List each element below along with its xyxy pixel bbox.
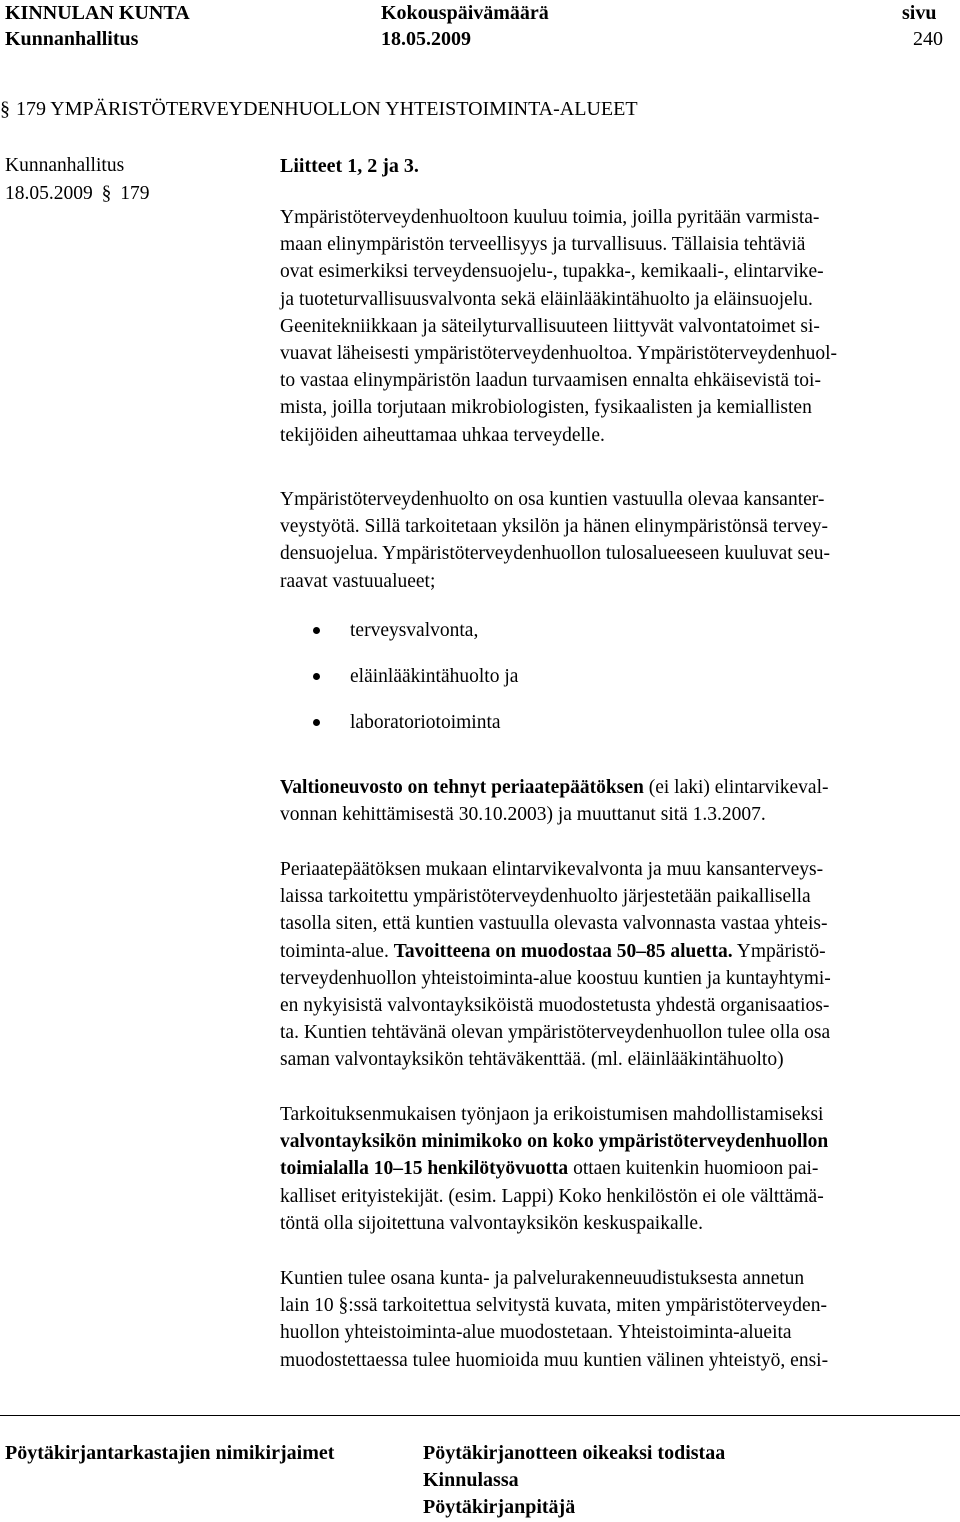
page-number: 240 <box>913 28 943 50</box>
municipality-name: KINNULAN KUNTA <box>5 2 190 24</box>
text-line: muodostettaessa tulee huomioida muu kuntien välinen yhteistyö, ensi- <box>280 1349 829 1371</box>
text-line: tekijöiden aiheuttamaa uhkaa terveydelle. <box>280 424 605 446</box>
page-label: sivu <box>902 2 937 24</box>
footer-divider <box>0 1415 960 1416</box>
paragraph-1 <box>280 204 952 449</box>
bold-phrase: valvontayksikön minimikoko on koko ympäristöterveydenhuollon <box>280 1131 829 1153</box>
paragraph-6 <box>280 1265 952 1374</box>
text-line: en nykyisistä valvontayksiköistä muodostetusta yhdestä organisaatios- <box>280 995 830 1017</box>
header-body: Kunnanhallitus <box>5 28 139 50</box>
paragraph-sign-icon: § <box>101 183 112 204</box>
bold-phrase: toimialalla 10–15 henkilötyövuotta <box>280 1158 569 1180</box>
bullet-icon <box>313 627 320 634</box>
text-line: mista, joilla torjutaan mikrobiologisten, fysikaalisten ja kemiallisten <box>280 397 812 419</box>
text-line: raavat vastuualueet; <box>280 570 436 592</box>
reference-body: Kunnanhallitus <box>5 155 125 176</box>
section-title: § 179 YMPÄRISTÖTERVEYDENHUOLLON YHTEISTOIMINTA-ALUEET <box>0 98 638 120</box>
bold-phrase: Tavoitteena on muodostaa 50–85 aluetta. <box>393 940 733 962</box>
text-line: kalliset erityistekijät. (esim. Lappi) Koko henkilöstön ei ole välttämä- <box>280 1185 824 1207</box>
footer-place: Kinnulassa <box>423 1469 519 1491</box>
text-line: saman valvontayksikön tehtäväkenttää. (ml. eläinlääkintähuolto) <box>280 1049 784 1071</box>
meeting-date: 18.05.2009 <box>381 28 471 50</box>
text-line: huollon yhteistoiminta-alue muodostetaan. Yhteistoiminta-alueita <box>280 1322 792 1344</box>
text-line: Ympäristöterveydenhuolto on osa kuntien vastuulla olevaa kansanter- <box>280 489 825 510</box>
text-line: Geenitekniikkaan ja säteilyturvallisuuteen liittyvät valvontatoimet si- <box>280 315 820 337</box>
paragraph-sign-icon: § <box>0 98 10 120</box>
bullet-icon <box>313 719 320 726</box>
text-line: ja tuoteturvallisuusvalvonta sekä eläinlääkintähuolto ja eläinsuojelu. <box>280 288 813 310</box>
footer-certification: Pöytäkirjanotteen oikeaksi todistaa <box>423 1442 726 1464</box>
text-line: Kuntien tulee osana kunta- ja palvelurakenneuudistuksesta annetun <box>280 1268 805 1289</box>
footer-secretary: Pöytäkirjanpitäjä <box>423 1496 576 1518</box>
footer-initials-label: Pöytäkirjantarkastajien nimikirjaimet <box>5 1442 335 1464</box>
text-line: ta. Kuntien tehtävänä olevan ympäristöterveydenhuollon tulee olla osa <box>280 1022 831 1044</box>
reference-line <box>5 180 150 208</box>
text-line: töntä olla sijoitettuna valvontayksikön keskuspaikalle. <box>280 1212 703 1234</box>
text-line: vonnan kehittämisestä 30.10.2003) ja muuttanut sitä 1.3.2007. <box>280 804 766 826</box>
text-line: vuavat läheisesti ympäristöterveydenhuoltoa. Ympäristöterveydenhuol- <box>280 343 838 365</box>
reference-date: 18.05.2009 <box>5 183 93 204</box>
paragraph-5: Tarkoituksenmukaisen työnjaon ja erikoistumisen mahdollistamiseksi valvontayksikön minimikoko on koko ympäristöterveydenhuollon toimialalla 10–15 henkilötyövuotta ottaen kuitenkin huomioon pai- kalliset erityistekijät. (esim. Lappi) Koko henkilöstön ei ole välttämä- töntä olla sijoitettuna valvontayksikön keskuspaikalle. <box>280 1101 952 1237</box>
text-line: veystyötä. Sillä tarkoitetaan yksilön ja hänen elinympäristönsä tervey- <box>280 516 829 538</box>
text-line: Periaatepäätöksen mukaan elintarvikevalvonta ja muu kansanterveys- <box>280 859 824 880</box>
text-line: terveydenhuollon yhteistoiminta-alue koostuu kuntien ja kuntayhtymi- <box>280 967 831 989</box>
paragraph-2 <box>280 486 952 595</box>
text-line: laissa tarkoitettu ympäristöterveydenhuolto järjestetään paikallisella <box>280 886 811 908</box>
reference-number: 179 <box>120 183 150 204</box>
text-line: Ympäristöterveydenhuoltoon kuuluu toimia, joilla pyritään varmista- <box>280 207 820 228</box>
attachments: Liitteet 1, 2 ja 3. <box>280 155 419 177</box>
text-line: tasolla siten, että kuntien vastuulla olevasta valvonnasta vastaa yhteis- <box>280 913 828 935</box>
text-line: Tarkoituksenmukaisen työnjaon ja erikoistumisen mahdollistamiseksi <box>280 1104 824 1125</box>
paragraph-4: Periaatepäätöksen mukaan elintarvikevalvonta ja muu kansanterveys- laissa tarkoitettu ympäristöterveydenhuolto järjestetään paikallisella tasolla siten, että kuntien vastuulla olevasta valvonnasta vastaa yhteis- toiminta-alue. Tavoitteena on muodostaa 50–85 aluetta. Ympäristö- terveydenhuollon yhteistoiminta-alue koostuu kuntien ja kuntayhtymi- en nykyisistä valvontayksiköistä muodostetusta yhdestä organisaatios- ta. Kuntien tehtävänä olevan ympäristöterveydenhuollon tulee olla osa saman valvontayksikön tehtäväkenttää. (ml. eläinlääkintähuolto) <box>280 856 952 1074</box>
date-label: Kokouspäivämäärä <box>381 2 549 24</box>
text-line: ovat esimerkiksi terveydensuojelu-, tupakka-, kemikaali-, elintarvike- <box>280 261 824 283</box>
text-line: to vastaa elinympäristön laadun turvaamisen ennalta ehkäisevistä toi- <box>280 370 821 392</box>
text-line: lain 10 §:ssä tarkoitettua selvitystä kuvata, miten ympäristöterveyden- <box>280 1295 827 1317</box>
paragraph-3: Valtioneuvosto on tehnyt periaatepäätöksen (ei laki) elintarvikeval- vonnan kehittämisestä 30.10.2003) ja muuttanut sitä 1.3.2007. <box>280 774 952 828</box>
bold-phrase: Valtioneuvosto on tehnyt periaatepäätöksen <box>280 777 644 798</box>
text-line: densuojelua. Ympäristöterveydenhuollon tulosalueeseen kuuluvat seu- <box>280 543 831 565</box>
bullet-icon <box>313 673 320 680</box>
text-line: maan elinympäristön terveellisyys ja turvallisuus. Tällaisia tehtäviä <box>280 234 806 256</box>
